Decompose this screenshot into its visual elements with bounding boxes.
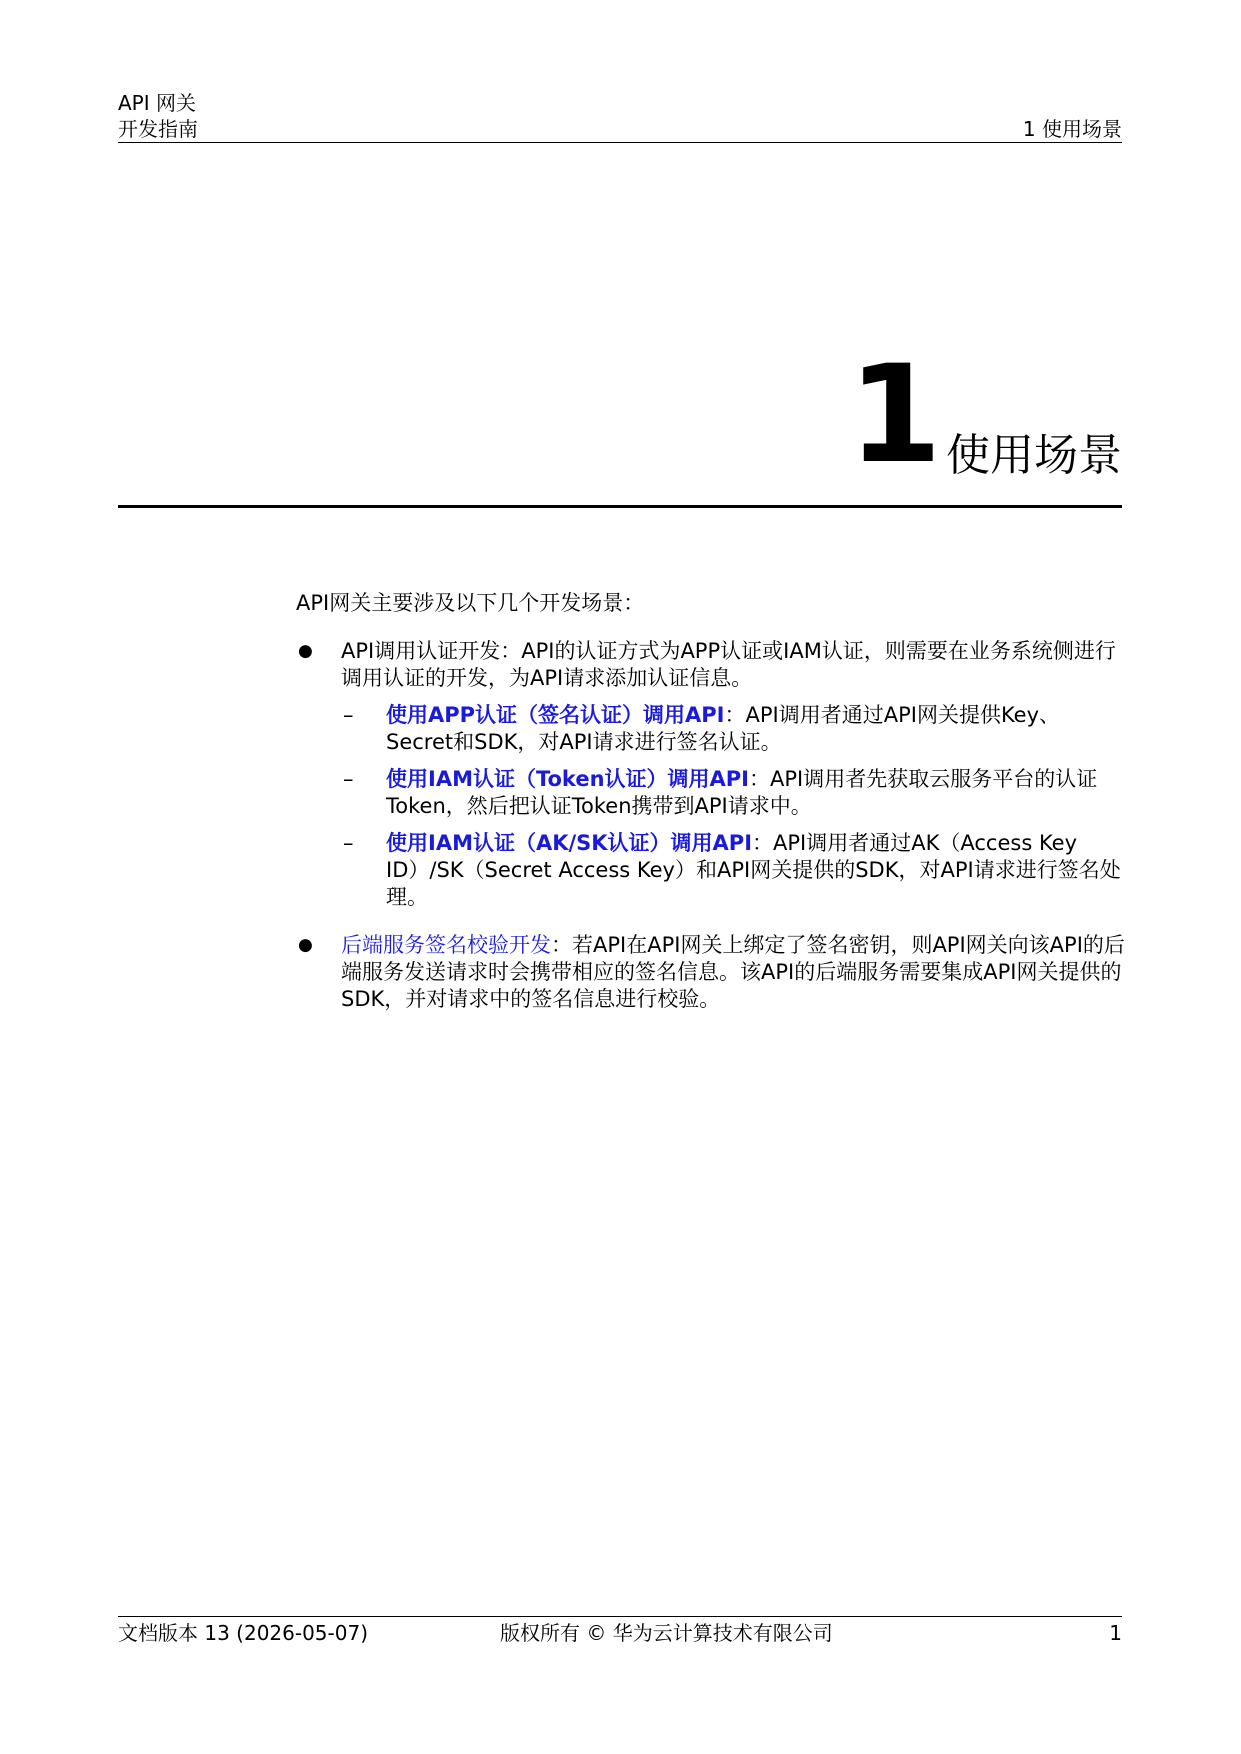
bullet-icon: ● [298,935,313,955]
footer-rule [118,1616,1122,1617]
header-chapter-ref: 1 使用场景 [1022,117,1122,141]
dash-icon: – [343,767,354,791]
sub-item-text: ：API调用者通过API网关提供Key、Secret和SDK，对API请求进行签名认证。 [386,703,1061,754]
chapter-title: 使用场景 [946,430,1122,481]
sub-list-item [296,766,1126,820]
bullet-icon: ● [298,641,313,661]
link-backend-signature[interactable]: 后端服务签名校验开发 [341,933,551,957]
link-app-auth[interactable]: 使用APP认证（签名认证）调用API [386,703,725,727]
footer-copyright: 版权所有 © 华为云计算技术有限公司 [500,1621,833,1645]
list-item-text: ：若API在API网关上绑定了签名密钥，则API网关向该API的后端服务发送请求时会携带相应的签名信息。该API的后端服务需要集成API网关提供的SDK，并对请求中的签名信息进行校验。 [341,933,1125,1011]
sub-list-item [296,702,1126,756]
header-doc-title: 开发指南 [118,117,198,141]
list-item-text: API调用认证开发：API的认证方式为APP认证或IAM认证，则需要在业务系统侧进行调用认证的开发，为API请求添加认证信息。 [341,639,1116,690]
link-iam-token-auth[interactable]: 使用IAM认证（Token认证）调用API [386,767,749,791]
sub-item-text: ：API调用者先获取云服务平台的认证Token，然后把认证Token携带到API请求中。 [386,767,1098,818]
list-item [296,638,1126,692]
footer-version: 文档版本 13 (2026-05-07) [118,1621,368,1645]
dash-icon: – [343,703,354,727]
header-rule [118,142,1122,143]
dash-icon: – [343,831,354,855]
page-number: 1 [1109,1621,1122,1645]
sub-item-text: ：API调用者通过AK（Access Key ID）/SK（Secret Access Key）和API网关提供的SDK，对API请求进行签名处理。 [386,831,1121,909]
chapter-number: 1 [848,336,940,493]
list-item [296,932,1126,1013]
sub-list-item [296,830,1126,911]
chapter-rule [118,505,1122,508]
link-iam-aksk-auth[interactable]: 使用IAM认证（AK/SK认证）调用API [386,831,753,855]
header-product: API 网关 [118,91,196,115]
intro-text: API网关主要涉及以下几个开发场景： [296,591,645,615]
body-content [296,590,1126,1013]
